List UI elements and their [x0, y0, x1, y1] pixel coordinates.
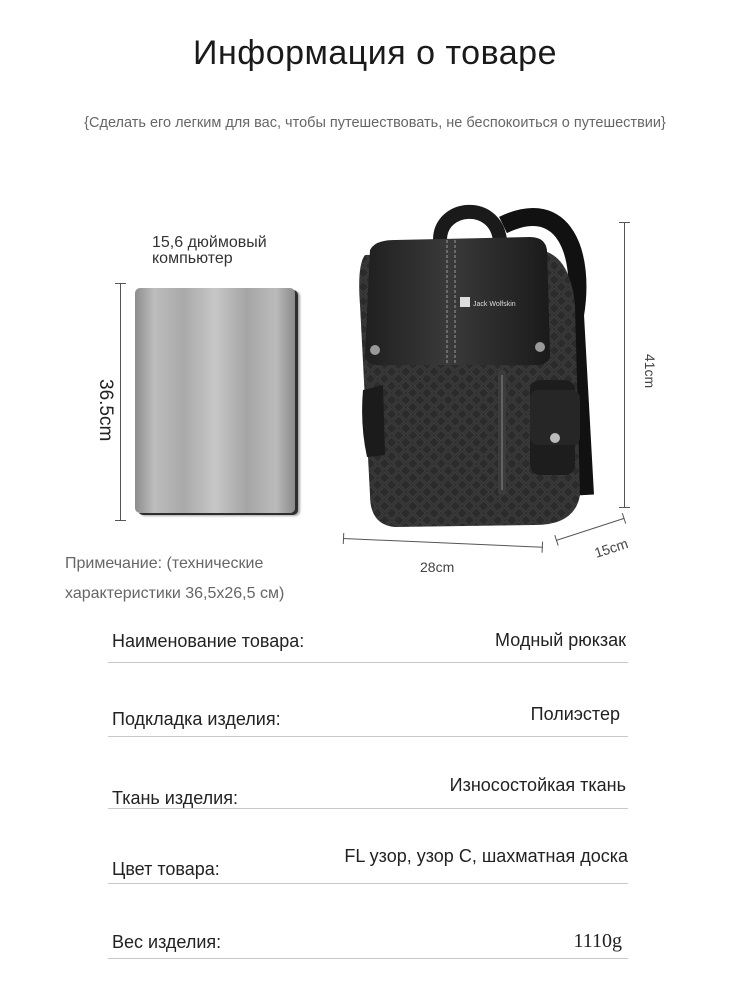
- backpack-width-label: 28cm: [420, 559, 455, 575]
- spec-label-name: Наименование товара:: [112, 631, 305, 651]
- laptop-height-dimension-line: [120, 283, 121, 521]
- spec-label-lining: Подкладка изделия:: [112, 709, 281, 729]
- spec-label-fabric: Ткань изделия:: [112, 788, 238, 808]
- spec-value-weight: 1110g: [573, 930, 622, 952]
- page-title: Информация о товаре: [193, 34, 557, 72]
- spec-value-color: FL узор, узор C, шахматная доска: [344, 846, 628, 866]
- spec-divider: [108, 662, 628, 663]
- spec-divider: [108, 808, 628, 809]
- spec-divider: [108, 958, 628, 959]
- spec-value-fabric: Износостойкая ткань: [449, 775, 626, 795]
- laptop-height-label: 36.5cm: [95, 379, 116, 442]
- backpack-height-dimension-line: [624, 222, 625, 508]
- spec-divider: [108, 736, 628, 737]
- size-note: Примечание: (технические характеристики 36,5х26,5 см): [65, 555, 285, 602]
- laptop-image: [135, 288, 295, 513]
- page-subtitle: {Сделать его легким для вас, чтобы путешествовать, не беспокоиться о путешествии}: [84, 115, 666, 131]
- spec-divider: [108, 883, 628, 884]
- spec-value-name: Модный рюкзак: [495, 630, 626, 650]
- laptop-label: 15,6 дюймовый компьютер: [152, 234, 267, 267]
- spec-value-lining: Полиэстер: [530, 704, 620, 724]
- spec-label-color: Цвет товара:: [112, 859, 220, 879]
- backpack-depth-label: 15cm: [592, 535, 630, 561]
- backpack-height-label: 41cm: [642, 353, 658, 389]
- brand-logo-text: Jack Wolfskin: [473, 301, 516, 308]
- spec-label-weight: Вес изделия:: [112, 932, 222, 952]
- backpack-image: [335, 195, 600, 540]
